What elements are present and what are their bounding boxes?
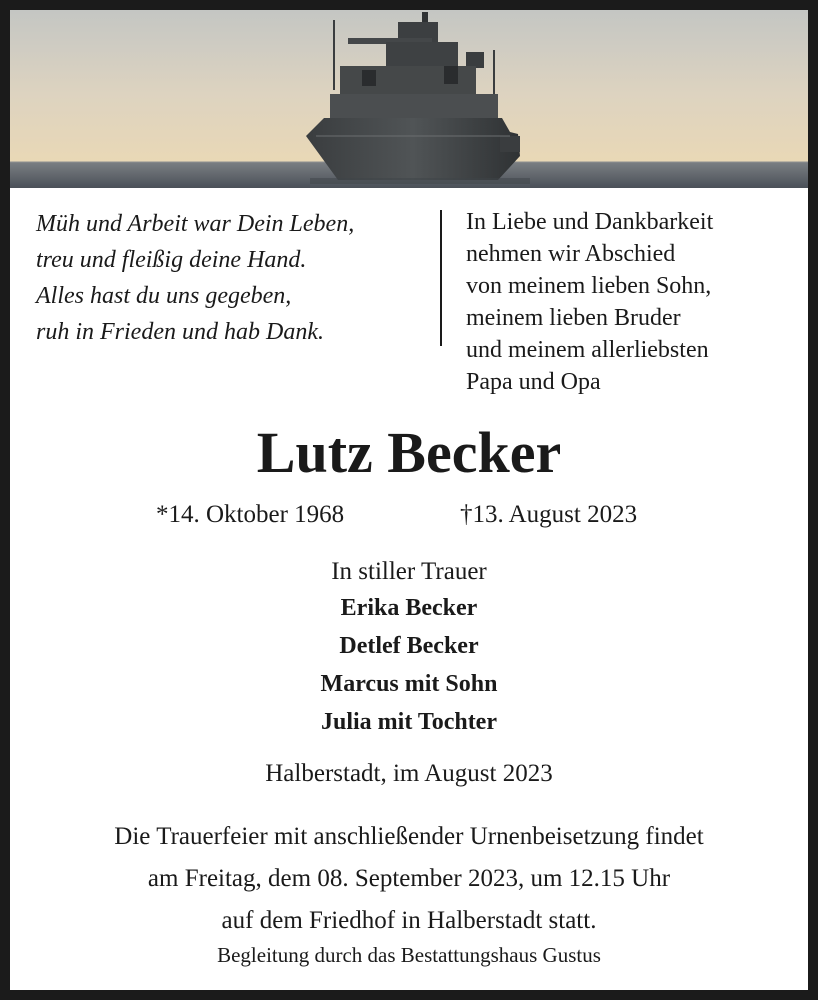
birth-date: *14. Oktober 1968 (156, 501, 345, 528)
place-and-date: Halberstadt, im August 2023 (265, 760, 553, 787)
mourner-name: Marcus mit Sohn (320, 671, 498, 697)
memorial-verse (36, 206, 436, 350)
mourner-name: Detlef Becker (339, 633, 479, 659)
ceremony-details (10, 816, 808, 942)
header-photo-warship (10, 10, 808, 188)
dedication-line: In Liebe und Dankbarkeit (466, 209, 714, 235)
dedication-line: von meinem lieben Sohn, (466, 273, 712, 299)
death-date: †13. August 2023 (460, 501, 638, 528)
ceremony-line: auf dem Friedhof in Halberstadt statt. (221, 907, 597, 934)
funeral-home-credit: Begleitung durch das Bestattungshaus Gustus (217, 943, 601, 967)
verse-line: Alles hast du uns gegeben, (36, 283, 292, 309)
vertical-divider (440, 210, 442, 346)
ceremony-line: Die Trauerfeier mit anschließender Urnenbeisetzung findet (114, 823, 704, 850)
ceremony-line: am Freitag, dem 08. September 2023, um 12.15 Uhr (147, 865, 671, 892)
deceased-name: Lutz Becker (256, 420, 562, 485)
verse-line: treu und fleißig deine Hand. (36, 247, 307, 273)
warship-at-sea-image (10, 10, 808, 188)
dedication-line: meinem lieben Bruder (466, 305, 681, 331)
dedication-line: und meinem allerliebsten (466, 337, 709, 363)
verse-line: Müh und Arbeit war Dein Leben, (36, 211, 355, 237)
dedication-line: nehmen wir Abschied (466, 241, 676, 267)
mourning-intro: In stiller Trauer (331, 558, 487, 585)
dedication-line: Papa und Opa (466, 369, 601, 395)
verse-line: ruh in Frieden und hab Dank. (36, 319, 324, 345)
mourner-name: Julia mit Tochter (320, 709, 497, 735)
farewell-dedication (466, 206, 796, 398)
mourner-name: Erika Becker (340, 595, 478, 621)
